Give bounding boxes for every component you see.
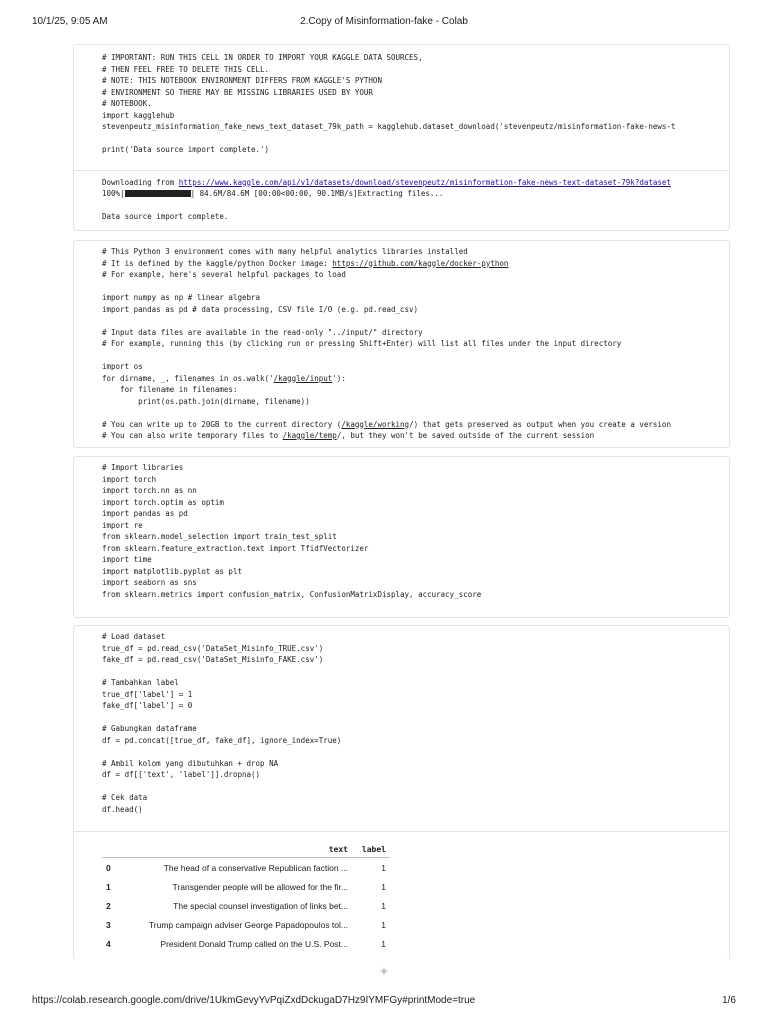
row-index: 2 [106, 900, 111, 911]
code-line: from sklearn.model_selection import train_test_split [102, 532, 337, 541]
code-line: import seaborn as sns [102, 578, 197, 587]
code-line: # Load dataset [102, 632, 166, 641]
print-url: https://colab.research.google.com/drive/1UkmGevyYvPqiZxdDckugaD7Hz9IYMFGy#printMode=true [32, 995, 476, 1006]
output-downloading-line [102, 177, 729, 189]
label-cell: 1 [381, 900, 386, 911]
code-line [102, 373, 729, 385]
code-text: # You can write up to 20GB to the current directory ( [102, 419, 342, 429]
code-line: # THEN FEEL FREE TO DELETE THIS CELL. [102, 64, 270, 74]
code-line: true_df = pd.read_csv('DataSet_Misinfo_TRUE.csv') [102, 643, 324, 653]
code-line: import time [102, 555, 152, 564]
label-cell: 1 [381, 938, 386, 949]
code-text: import pandas as pd # data processing, CSV file I/O (e.g. pd.read_csv) [102, 304, 419, 314]
column-header-index [102, 842, 124, 858]
label-cell: 1 [381, 862, 386, 873]
table-row [102, 915, 390, 934]
dataframe-table [102, 842, 390, 953]
code-line: # Ambil kolom yang dibutuhkan + drop NA [102, 758, 279, 768]
code-line: # Cek data [102, 793, 148, 802]
code-line [102, 384, 729, 396]
code-line: # Import libraries [102, 463, 184, 472]
code-line [102, 430, 729, 442]
sparkle-icon[interactable]: ✦ [378, 964, 390, 979]
code-line: df.head() [102, 804, 143, 814]
code-cell-kaggle-import[interactable] [73, 44, 730, 231]
code-line [102, 304, 729, 316]
download-link[interactable]: https://www.kaggle.com/api/v1/datasets/download/stevenpeutz/misinformation-fake-news-text-dataset-79k?dataset [178, 177, 671, 187]
code-text: # This Python 3 environment comes with many helpful analytics libraries installed [102, 247, 468, 256]
code-line: # NOTEBOOK. [102, 99, 152, 108]
code-line [102, 327, 729, 339]
code-line [102, 419, 729, 431]
column-header-text: text [124, 842, 352, 858]
table-row [102, 934, 390, 953]
code-line: import torch.optim as optim [102, 497, 224, 507]
code-line [102, 396, 729, 408]
print-page-number: 1/6 [722, 995, 736, 1006]
code-line: import kagglehub [102, 110, 175, 120]
code-editor[interactable] [74, 462, 729, 600]
code-line [102, 246, 729, 258]
table-row [102, 858, 390, 878]
code-text: import os [102, 362, 143, 371]
row-index: 0 [106, 862, 111, 873]
progress-bar [125, 190, 191, 197]
code-text: for filename in filenames: [102, 385, 238, 394]
text-cell: Trump campaign adviser George Papadopoulos tol... [148, 919, 348, 930]
print-title: 2.Copy of Misinformation-fake - Colab [300, 16, 468, 27]
downloading-prefix: Downloading from [102, 177, 179, 187]
code-text: # For example, here's several helpful packages to load [102, 270, 346, 279]
code-line [102, 292, 729, 304]
row-index: 3 [106, 919, 111, 930]
text-cell: The special counsel investigation of links bet... [173, 900, 348, 911]
code-link[interactable]: https://github.com/kaggle/docker-python [332, 258, 509, 268]
code-line: import pandas as pd [102, 509, 188, 518]
print-footer [32, 995, 736, 1009]
label-cell: 1 [381, 881, 386, 892]
label-cell: 1 [381, 919, 386, 930]
code-line [102, 350, 729, 362]
code-line: # Gabungkan dataframe [102, 724, 197, 733]
code-line [102, 338, 729, 350]
progress-percent: 100%| [102, 189, 125, 198]
code-text: # Input data files are available in the read-only "../input/" directory [102, 327, 423, 337]
code-editor[interactable] [74, 52, 729, 156]
code-link[interactable]: /kaggle/temp [282, 431, 337, 440]
code-line: # Tambahkan label [102, 678, 179, 687]
code-line [102, 666, 729, 678]
code-cell-imports[interactable] [73, 456, 730, 618]
print-header [32, 16, 736, 30]
table-row [102, 877, 390, 896]
code-text: for dirname, _, filenames in os.walk(' [102, 373, 274, 383]
table-row [102, 896, 390, 915]
code-line: from sklearn.feature_extraction.text import TfidfVectorizer [102, 543, 369, 553]
code-line [102, 269, 729, 281]
code-line: stevenpeutz_misinformation_fake_news_text_dataset_79k_path = kagglehub.dataset_download('stevenpeutz/misinformation-fake-news-t [102, 122, 676, 131]
text-cell: The head of a conservative Republican faction ... [163, 862, 348, 873]
code-line: df = pd.concat([true_df, fake_df], ignore_index=True) [102, 735, 342, 745]
code-line: print('Data source import complete.') [102, 145, 270, 154]
code-line: fake_df['label'] = 0 [102, 701, 193, 710]
code-text: # You can also write temporary files to [102, 431, 283, 440]
code-editor[interactable] [74, 631, 729, 815]
code-cell-load-dataset[interactable] [73, 625, 730, 960]
dataframe-output [74, 831, 729, 960]
output-complete-line: Data source import complete. [102, 212, 229, 221]
code-line: import torch [102, 474, 157, 484]
code-line [102, 361, 729, 373]
code-link[interactable]: /kaggle/working [341, 419, 410, 429]
code-line: import torch.nn as nn [102, 486, 197, 495]
code-editor[interactable] [74, 246, 729, 442]
code-line: # NOTE: THIS NOTEBOOK ENVIRONMENT DIFFERS FROM KAGGLE'S PYTHON [102, 76, 382, 85]
code-line: true_df['label'] = 1 [102, 689, 193, 699]
code-line: # ENVIRONMENT SO THERE MAY BE MISSING LIBRARIES USED BY YOUR [102, 87, 373, 97]
code-line [102, 781, 729, 793]
table-header-row [102, 842, 390, 858]
code-line: # IMPORTANT: RUN THIS CELL IN ORDER TO IMPORT YOUR KAGGLE DATA SOURCES, [102, 53, 423, 62]
code-text: # For example, running this (by clicking run or pressing Shift+Enter) will list all files under the input directory [102, 339, 622, 348]
code-line [102, 746, 729, 758]
code-line: df = df[['text', 'label']].dropna() [102, 770, 261, 779]
print-datetime: 10/1/25, 9:05 AM [32, 16, 108, 27]
progress-details: | 84.6M/84.6M [00:00<00:00, 90.1MB/s]Extracting files... [190, 189, 444, 198]
cell-output [74, 170, 729, 223]
code-line: fake_df = pd.read_csv('DataSet_Misinfo_FAKE.csv') [102, 655, 324, 664]
code-line [102, 712, 729, 724]
row-index: 4 [106, 938, 111, 949]
code-cell-environment[interactable] [73, 240, 730, 448]
code-text: # It is defined by the kaggle/python Docker image: [102, 258, 333, 268]
code-line [102, 407, 729, 419]
text-cell: President Donald Trump called on the U.S. Post... [160, 938, 348, 949]
output-progress-line [102, 188, 729, 200]
code-line [102, 133, 729, 145]
code-text: /) that gets preserved as output when you create a version [409, 419, 671, 429]
code-line [102, 315, 729, 327]
code-line: import re [102, 520, 143, 530]
row-index: 1 [106, 881, 111, 892]
code-line: from sklearn.metrics import confusion_matrix, ConfusionMatrixDisplay, accuracy_score [102, 589, 482, 599]
code-line: import matplotlib.pyplot as plt [102, 566, 242, 576]
code-text: print(os.path.join(dirname, filename)) [102, 396, 310, 406]
code-link[interactable]: /kaggle/input [273, 373, 333, 383]
code-text: import numpy as np # linear algebra [102, 293, 261, 302]
code-line [102, 281, 729, 293]
code-text: /, but they won't be saved outside of the current session [336, 431, 595, 440]
code-line [102, 258, 729, 270]
text-cell: Transgender people will be allowed for the fir... [172, 881, 348, 892]
code-text: '): [332, 373, 346, 383]
column-header-label: label [352, 842, 390, 858]
